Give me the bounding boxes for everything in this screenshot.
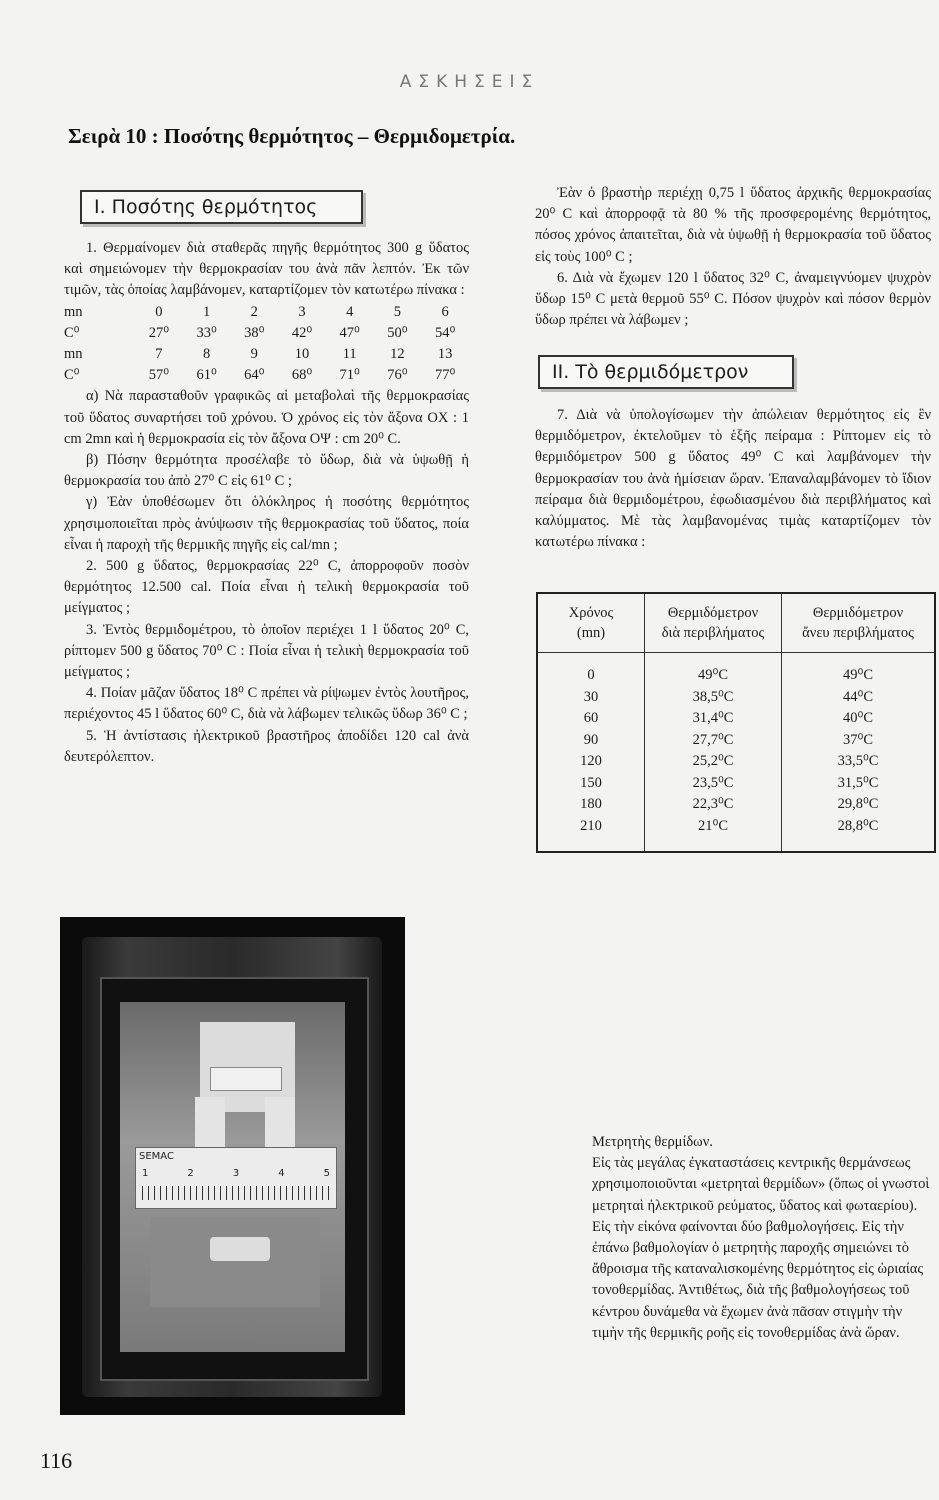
heating-cell: 13 bbox=[437, 346, 453, 363]
heating-cell: 10 bbox=[294, 346, 310, 363]
heating-cell: 2 bbox=[250, 303, 258, 320]
upper-counter-display bbox=[210, 1067, 282, 1091]
table-cell: 37⁰C bbox=[782, 730, 936, 752]
table-row bbox=[537, 730, 935, 752]
exercise-1c: γ) Ἐὰν ὑποθέσωμεν ὅτι ὁλόκληρος ἡ ποσότης θερμότητος χρησιμοποιεῖται πρὸς ἀνύψωσιν τῆς θερμοκρασίας τοῦ ὕδατος, ποία εἶναι ἡ παροχὴ τῆς θερμικῆς πηγῆς εἰς cal/mn ; bbox=[64, 494, 469, 553]
table-row bbox=[537, 751, 935, 773]
heating-cell: 27⁰ bbox=[148, 324, 170, 341]
section-heading-2-text: II. Τὸ θερμιδόμετρον bbox=[552, 361, 749, 383]
meter-gear bbox=[210, 1237, 270, 1261]
col-header-time-text: Χρόνος (mn) bbox=[568, 605, 614, 641]
table-cell: 22,3⁰C bbox=[645, 794, 782, 816]
meter-mechanism bbox=[150, 1217, 320, 1307]
heating-cell: 42⁰ bbox=[291, 324, 313, 341]
left-column bbox=[64, 238, 469, 768]
heating-cell: 8 bbox=[202, 346, 211, 363]
col-header-without-cover-text: Θερμιδόμετρον ἄνευ περιβλήματος bbox=[802, 605, 914, 641]
heating-data-row bbox=[64, 365, 469, 386]
table-row bbox=[537, 687, 935, 709]
table-cell: 90 bbox=[537, 730, 645, 752]
section-heading-2 bbox=[538, 355, 794, 389]
exercise-1: 1. Θερμαίνομεν διὰ σταθερᾶς πηγῆς θερμότητος 300 g ὕδατος καὶ σημειώνομεν τὴν θερμοκρασίαν του ἀνὰ πᾶν λεπτόν. Ἐκ τῶν τιμῶν, τὰς ὁποίας λαμβάνομεν, καταρτίζομεν τὸν κατωτέρω πίνακα : bbox=[64, 240, 469, 299]
heating-data-row bbox=[64, 344, 469, 365]
table-row bbox=[537, 816, 935, 853]
heating-row-label: C⁰ bbox=[64, 367, 80, 384]
table-cell: 49⁰C bbox=[645, 653, 782, 687]
table-row bbox=[537, 794, 935, 816]
table-cell: 38,5⁰C bbox=[645, 687, 782, 709]
exercise-2: 2. 500 g ὕδατος, θερμοκρασίας 22⁰ C, ἀπορροφοῦν ποσὸν θερμότητος 12.500 cal. Ποία εἶναι ἡ τελικὴ θερμοκρασία τοῦ μείγματος ; bbox=[64, 558, 469, 617]
exercise-5: 5. Ἡ ἀντίστασις ἠλεκτρικοῦ βραστῆρος ἀποδίδει 120 cal ἀνὰ δευτερόλεπτον. bbox=[64, 727, 469, 765]
table-cell: 28,8⁰C bbox=[782, 816, 936, 853]
table-cell: 30 bbox=[537, 687, 645, 709]
table-row bbox=[537, 773, 935, 795]
heating-cell: 57⁰ bbox=[148, 367, 170, 384]
heating-data-row bbox=[64, 302, 469, 323]
caption-text: Εἰς τὰς μεγάλας ἐγκαταστάσεις κεντρικῆς θερμάνσεως χρησιμοποιοῦνται «μετρηταὶ θερμίδων» (ὅπως οἱ γνωστοὶ μετρηταὶ ἠλεκτρικοῦ ρεύματος, ὕδατος καὶ φωταερίου). Εἰς τὴν εἰκόνα φαίνονται δύο βαθμολογήσεις. Εἰς τὴν ἐπάνω βαθμολογίαν ὁ μετρητὴς παροχῆς σημειώνει τὸ ἄθροισμα τῆς καταναλισκομένης θερμότητος εἰς ὡριαίας τονοθερμίδας. Ἀντιθέτως, διὰ τῆς βαθμολογήσεως τοῦ κέντρου δυνάμεθα νὰ ἔχωμεν ἀνὰ πᾶσαν στιγμὴν τὴν τιμὴν τῆς θερμικῆς ροῆς εἰς τονοθερμίδας ἀνὰ ὥραν. bbox=[592, 1155, 930, 1341]
page-number: 116 bbox=[40, 1448, 73, 1473]
table-cell: 60 bbox=[537, 708, 645, 730]
table-cell: 0 bbox=[537, 653, 645, 687]
heating-cell: 50⁰ bbox=[387, 324, 408, 341]
heating-row-label: C⁰ bbox=[64, 324, 80, 341]
photo-caption bbox=[592, 1132, 932, 1344]
col-header-with-cover-text: Θερμιδόμετρον διὰ περιβλήματος bbox=[661, 605, 765, 641]
table-cell: 27,7⁰C bbox=[645, 730, 782, 752]
heating-cell: 7 bbox=[155, 346, 163, 363]
heating-data-row bbox=[64, 323, 469, 344]
section-heading-1 bbox=[80, 190, 363, 224]
exercise-4: 4. Ποίαν μᾶζαν ὕδατος 18⁰ C πρέπει νὰ ρίψωμεν ἐντὸς λουτῆρος, περιέχοντος 45 l ὕδατος 60⁰ C, διὰ νὰ λάβωμεν τελικῶς ὕδωρ 36⁰ C ; bbox=[64, 685, 469, 723]
table-cell: 44⁰C bbox=[782, 687, 936, 709]
heating-cell: 77⁰ bbox=[434, 367, 456, 384]
heating-data-table bbox=[64, 302, 469, 387]
col-header-with-cover bbox=[645, 593, 782, 653]
page-title: Σειρὰ 10 : Ποσότης θερμότητος – Θερμιδομετρία. bbox=[68, 124, 516, 148]
table-cell: 23,5⁰C bbox=[645, 773, 782, 795]
heating-row-label: mn bbox=[64, 346, 83, 363]
table-row bbox=[537, 708, 935, 730]
center-scale bbox=[135, 1147, 337, 1209]
col-header-time bbox=[537, 593, 645, 653]
table-cell: 210 bbox=[537, 816, 645, 853]
heating-cell: 76⁰ bbox=[387, 367, 408, 384]
heating-cell: 3 bbox=[298, 303, 306, 320]
scale-ticks bbox=[142, 1186, 330, 1200]
heating-cell: 6 bbox=[441, 303, 449, 320]
meter-brand-label: SEMAC bbox=[139, 1151, 174, 1162]
table-cell: 25,2⁰C bbox=[645, 751, 782, 773]
scale-numbers bbox=[142, 1168, 330, 1179]
exercise-6: 6. Διὰ νὰ ἔχωμεν 120 l ὕδατος 32⁰ C, ἀναμειγνύομεν ψυχρὸν ὕδωρ 15⁰ C μετὰ θερμοῦ 55⁰ C. Πόσον ψυχρὸν καὶ πόσον θερμὸν ὕδωρ πρέπει νὰ λάβωμεν ; bbox=[535, 269, 931, 329]
heating-cell: 68⁰ bbox=[291, 367, 313, 384]
table-cell: 120 bbox=[537, 751, 645, 773]
table-cell: 29,8⁰C bbox=[782, 794, 936, 816]
table-cell: 31,4⁰C bbox=[645, 708, 782, 730]
heating-cell: 38⁰ bbox=[244, 324, 265, 341]
scale-number: 2 bbox=[187, 1168, 194, 1179]
table-row bbox=[537, 653, 935, 687]
exercise-3: 3. Ἐντὸς θερμιδομέτρου, τὸ ὁποῖον περιέχει 1 l ὕδατος 20⁰ C, ρίπτομεν 500 g ὕδατος 70⁰ C : Ποία εἶναι ἡ τελικὴ θερμοκρασία τοῦ μείγματος ; bbox=[64, 621, 469, 681]
heating-cell: 11 bbox=[342, 346, 357, 363]
heat-meter-photo bbox=[60, 917, 405, 1415]
table-cell: 180 bbox=[537, 794, 645, 816]
exercise-1a: α) Νὰ παρασταθοῦν γραφικῶς αἱ μεταβολαὶ τῆς θερμοκρασίας τοῦ ὕδατος συναρτήσει τοῦ χρόνου. Ὁ χρόνος εἰς τὸν ἄξονα ΟΧ : 1 cm 2mn καὶ ἡ θερμοκρασία εἰς τὸν ἄξονα ΟΨ : cm 20⁰ C. bbox=[64, 388, 469, 447]
heating-cell: 61⁰ bbox=[196, 367, 217, 384]
table-cell: 49⁰C bbox=[782, 653, 936, 687]
table-cell: 40⁰C bbox=[782, 708, 936, 730]
heating-cell: 9 bbox=[250, 346, 258, 363]
right-column-top bbox=[535, 183, 931, 331]
heating-row-label: mn bbox=[64, 303, 83, 320]
page-header: ΑΣΚΗΣΕΙΣ bbox=[399, 72, 540, 92]
scale-number: 1 bbox=[142, 1168, 149, 1179]
heating-cell: 47⁰ bbox=[339, 324, 360, 341]
scale-number: 3 bbox=[232, 1168, 240, 1179]
heating-cell: 0 bbox=[155, 303, 163, 320]
heating-cell: 5 bbox=[393, 303, 402, 320]
heating-cell: 71⁰ bbox=[339, 367, 360, 384]
calorimeter-table bbox=[536, 592, 936, 853]
heating-cell: 4 bbox=[346, 303, 354, 320]
col-header-without-cover bbox=[782, 593, 936, 653]
caption-title: Μετρητὴς θερμίδων. bbox=[592, 1134, 713, 1150]
exercise-7: 7. Διὰ νὰ ὑπολογίσωμεν τὴν ἀπώλειαν θερμότητος εἰς ἓν θερμιδόμετρον, ἐκτελοῦμεν τὸ ἑξῆς πείραμα : Ρίπτομεν εἰς τὸ θερμιδόμετρον 500 g ὕδατος 49⁰ C καὶ λαμβάνομεν τὴν θερμοκρασίαν του ἀνὰ ἡμίσειαν ὥραν. Ἐπαναλαμβάνομεν τὸ ἴδιον πείραμα διὰ θερμιδομέτρου, ἐφωδιασμένου διὰ περιβλήματος καὶ καλύμματος. Μὲ τὰς λαμβανομένας τιμὰς καταρτίζομεν τὸν κατωτέρω πίνακα : bbox=[535, 407, 931, 551]
heating-cell: 12 bbox=[390, 346, 405, 363]
heating-cell: 64⁰ bbox=[244, 367, 265, 384]
heating-cell: 1 bbox=[202, 303, 211, 320]
section-heading-1-text: I. Ποσότης θερμότητος bbox=[94, 196, 318, 218]
right-column-mid bbox=[535, 405, 931, 553]
exercise-5-continued: Ἐὰν ὁ βραστὴρ περιέχῃ 0,75 l ὕδατος ἀρχικῆς θερμοκρασίας 20⁰ C καὶ ἀπορροφᾷ τὰ 80 % τῆς προσφερομένης θερμότητος, πόσος χρόνος ἀπαιτεῖται, διὰ νὰ ὑψωθῇ ἡ θερμοκρασία τοῦ ὕδατος εἰς τοὺς 100⁰ C ; bbox=[535, 185, 931, 265]
table-cell: 31,5⁰C bbox=[782, 773, 936, 795]
table-cell: 33,5⁰C bbox=[782, 751, 936, 773]
heating-cell: 33⁰ bbox=[196, 324, 217, 341]
calorimeter-table-wrap bbox=[536, 592, 936, 853]
exercise-1b: β) Πόσην θερμότητα προσέλαβε τὸ ὕδωρ, διὰ νὰ ὑψωθῇ ἡ θερμοκρασία του ἀπὸ 27⁰ C εἰς 61⁰ C ; bbox=[64, 452, 469, 490]
table-cell: 150 bbox=[537, 773, 645, 795]
scale-number: 5 bbox=[323, 1168, 330, 1179]
heating-cell: 54⁰ bbox=[434, 324, 456, 341]
scale-number: 4 bbox=[278, 1168, 285, 1179]
table-cell: 21⁰C bbox=[645, 816, 782, 853]
